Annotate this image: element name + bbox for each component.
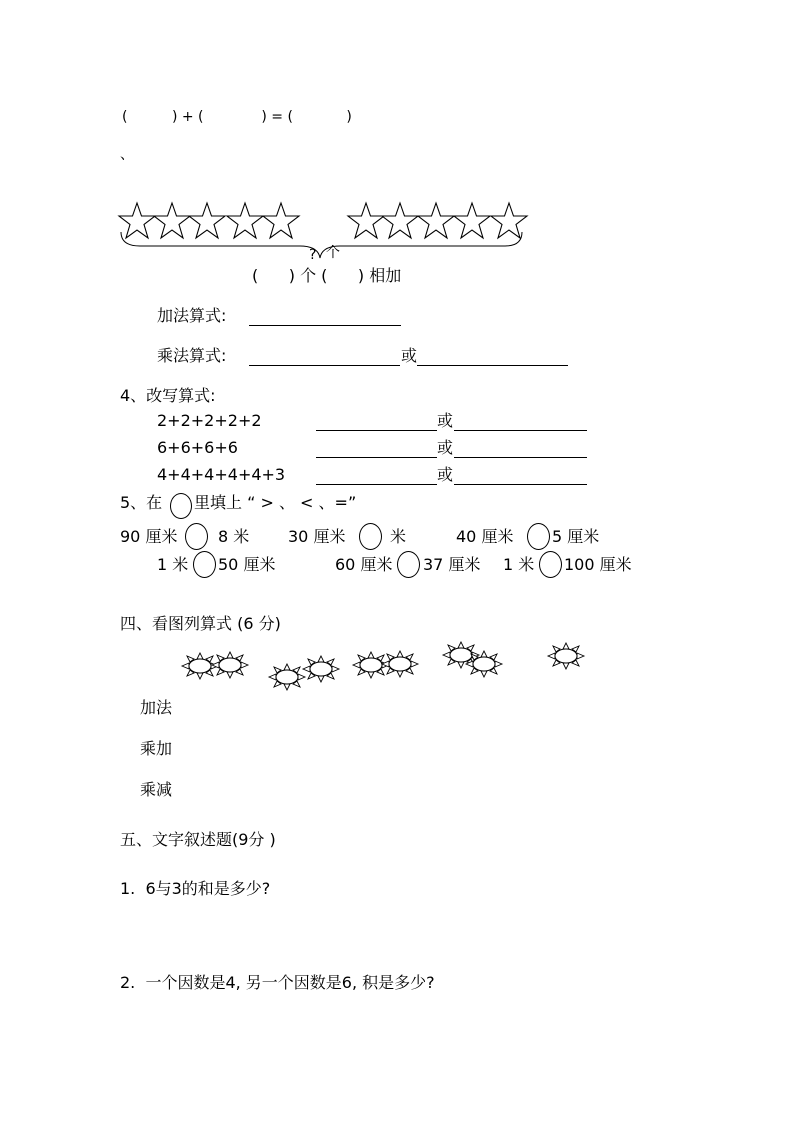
- compare-right: 37 厘米: [423, 555, 481, 574]
- sun-icon: [382, 651, 418, 677]
- sun-icon: [466, 651, 502, 677]
- word-problem-1: 1. 6与3的和是多少?: [120, 879, 271, 898]
- formula-type-label: 乘减: [140, 780, 173, 799]
- formula-type-label: 乘加: [140, 739, 173, 758]
- q5-title-a: 5、在: [120, 493, 163, 512]
- compare-right: 50 厘米: [218, 555, 276, 574]
- brace-question: ?: [309, 247, 317, 263]
- compare-right: 米: [390, 527, 407, 546]
- compare-left: 90 厘米: [120, 527, 178, 546]
- punctuation-mark: 、: [120, 147, 134, 163]
- compare-right: 5 厘米: [552, 527, 600, 546]
- compare-left: 60 厘米: [335, 555, 393, 574]
- compare-right: 8 米: [218, 527, 250, 546]
- or-text: 或: [437, 438, 454, 457]
- blank-equation: ( ) + ( ) = ( ): [122, 109, 352, 125]
- stars-caption: ( ) 个 ( ) 相加: [252, 266, 402, 285]
- q4-expr: 6+6+6+6: [157, 438, 238, 457]
- section-4-title: 四、看图列算式 (6 分): [120, 614, 281, 633]
- q4-expr: 2+2+2+2+2: [157, 411, 262, 430]
- formula-type-label: 加法: [140, 698, 173, 717]
- compare-left: 40 厘米: [456, 527, 514, 546]
- or-text: 或: [437, 465, 454, 484]
- compare-left: 30 厘米: [288, 527, 346, 546]
- q5-title-b: 里填上 “ > 、 < 、=”: [194, 493, 357, 512]
- sun-icon: [303, 656, 339, 682]
- or-text: 或: [401, 346, 418, 365]
- or-text: 或: [437, 411, 454, 430]
- q4-expr: 4+4+4+4+4+3: [157, 465, 286, 484]
- add-formula-label: 加法算式:: [157, 306, 227, 325]
- section-5-title: 五、文字叙述题(9分 ): [120, 830, 276, 849]
- sun-icon: [269, 664, 305, 690]
- sun-icon: [548, 643, 584, 669]
- q4-title: 4、改写算式:: [120, 386, 216, 405]
- brace-ge: 个: [326, 245, 340, 261]
- mul-formula-label: 乘法算式:: [157, 346, 227, 365]
- compare-left: 1 米: [157, 555, 189, 574]
- sun-icon: [182, 653, 218, 679]
- word-problem-2: 2. 一个因数是4, 另一个因数是6, 积是多少?: [120, 973, 435, 992]
- compare-left: 1 米: [503, 555, 535, 574]
- sun-icon: [212, 652, 248, 678]
- compare-right: 100 厘米: [564, 555, 632, 574]
